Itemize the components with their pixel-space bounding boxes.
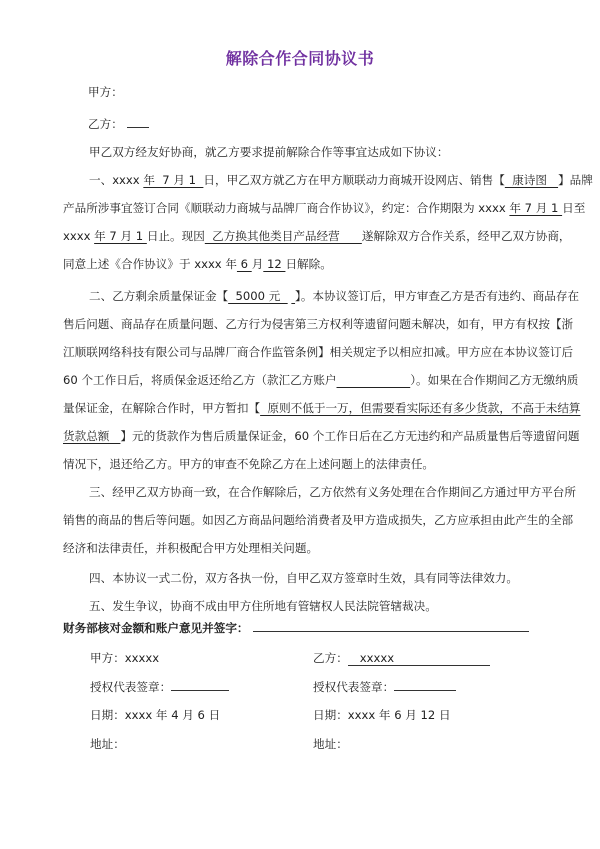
finance-signoff <box>63 620 529 636</box>
text-segment: 四、本协议一式二份，双方各执一份，自甲乙双方签章时生效，具有同等法律效力。 <box>89 571 518 585</box>
document-title: 解除合作合同协议书 <box>225 49 375 68</box>
text-line <box>63 250 535 278</box>
party-a-seal-line <box>171 679 229 691</box>
text-line <box>63 338 574 366</box>
party-b-label: 乙方： <box>88 117 123 131</box>
filled-field: 康诗图 <box>504 173 559 187</box>
party-b-line <box>88 116 149 132</box>
party-a-label: 甲方： <box>88 85 123 99</box>
text-segment: 一、xxxx <box>89 173 144 187</box>
paragraph-clause-1 <box>63 166 593 278</box>
party-b-seal-line <box>394 679 456 691</box>
agreement-body <box>63 138 593 620</box>
text-line <box>63 166 593 194</box>
text-segment: 五、发生争议，协商不成由甲方住所地有管辖权人民法院管辖裁决。 <box>89 599 437 613</box>
text-segment: 同意上述《合作协议》于 xxxx 年 <box>63 257 237 271</box>
filled-field: 年 7 月 1 <box>94 229 147 243</box>
party-b-sig-value: xxxxx <box>348 651 490 666</box>
text-line <box>63 310 574 338</box>
text-segment: 江顺联网络科技有限公司与品牌厂商合作监管条例】相关规定予以相应扣减。甲方应在本协议签订后 <box>63 345 574 359</box>
text-segment: 日止。现因 <box>146 229 205 243</box>
text-segment: 二、乙方剩余质量保证金【 <box>89 289 229 303</box>
party-a-seal <box>90 679 229 695</box>
text-segment: 】品牌 <box>558 173 593 187</box>
text-segment: 60 个工作日后，将质保金返还给乙方（款汇乙方账户 <box>63 373 337 387</box>
paragraph-intro <box>63 138 535 166</box>
text-line <box>63 478 576 506</box>
paragraph-clause-5 <box>63 592 535 620</box>
paragraph-clause-4 <box>63 564 535 592</box>
filled-field: 年 7 月 1 <box>509 201 563 215</box>
text-segment: 售后问题、商品存在质量问题、乙方行为侵害第三方权利等遗留问题未解决，如有，甲方有权按【浙 <box>63 317 574 331</box>
text-segment: 日至 <box>562 201 586 215</box>
text-segment: 日，甲乙双方就乙方在甲方顺联动力商城开设网店、销售【 <box>203 173 505 187</box>
filled-field: 12 <box>263 257 286 271</box>
party-a-seal-label: 授权代表签章： <box>90 680 172 694</box>
text-line <box>63 394 581 422</box>
filled-field: 年 7 月 1 <box>143 173 204 187</box>
text-line <box>63 222 571 250</box>
party-a-address: 地址： <box>90 737 125 751</box>
text-line <box>63 138 535 166</box>
finance-label: 财务部核对金额和账户意见并签字： <box>63 621 249 635</box>
text-segment: 甲乙双方经友好协商，就乙方要求提前解除合作等事宜达成如下协议： <box>89 145 449 159</box>
filled-field: 乙方换其他类目产品经营 <box>204 229 362 243</box>
text-line <box>63 592 535 620</box>
text-segment: ）。如果在合作期间乙方无缴纳质 <box>410 373 579 387</box>
filled-field <box>337 373 411 387</box>
party-b-seal-label: 授权代表签章： <box>313 680 395 694</box>
party-a-signature: 甲方：xxxxx <box>90 651 160 665</box>
text-line <box>63 564 535 592</box>
text-line <box>63 450 535 478</box>
text-segment: 】元的货款作为售后质量保证金，60 个工作日后在乙方无违约和产品质量售后等遗留问题 <box>120 429 580 443</box>
paragraph-clause-3 <box>63 478 576 562</box>
paragraph-clause-2 <box>63 282 581 478</box>
text-segment: 遂解除双方合作关系，经甲乙双方协商， <box>361 229 571 243</box>
filled-field: 5000 元 <box>228 289 288 303</box>
party-b-seal <box>313 679 456 695</box>
party-b-blank <box>127 116 149 128</box>
text-segment: 三、经甲乙双方协商一致，在合作解除后，乙方依然有义务处理在合作期间乙方通过甲方平台所 <box>89 485 576 499</box>
party-a-date: 日期：xxxx 年 4 月 6 日 <box>90 708 221 722</box>
party-b-date: 日期：xxxx 年 6 月 12 日 <box>313 708 451 722</box>
party-b-sig-label: 乙方： <box>313 651 348 665</box>
finance-signature-line <box>253 620 529 632</box>
filled-field: 6 <box>236 257 252 271</box>
text-line <box>63 506 574 534</box>
filled-field: 货款总额 <box>63 429 121 443</box>
party-b-address: 地址： <box>313 737 348 751</box>
party-b-signature <box>313 650 490 666</box>
text-segment: 量保证金，在解除合作时，甲方暂扣【 <box>63 401 261 415</box>
filled-field: 原则不低于一万，但需要看实际还有多少货款，不高于未结算 <box>260 401 581 415</box>
text-segment: 情况下，退还给乙方。甲方的审查不免除乙方在上述问题上的法律责任。 <box>63 457 435 471</box>
text-line <box>63 282 580 310</box>
text-line <box>63 534 535 562</box>
text-line <box>63 366 579 394</box>
text-line <box>63 422 580 450</box>
party-a-line <box>88 84 123 100</box>
text-segment: 月 <box>251 257 264 271</box>
text-segment: xxxx <box>63 229 95 243</box>
text-segment: 日解除。 <box>285 257 332 271</box>
text-segment: 】。本协议签订后，甲方审查乙方是否有违约、商品存在 <box>295 289 580 303</box>
text-segment: 产品所涉事宜签订合同《顺联动力商城与品牌厂商合作协议》，约定：合作期限为 xxxx <box>63 201 510 215</box>
text-segment: 销售的商品的售后等问题。如因乙方商品问题给消费者及甲方造成损失，乙方应承担由此产生的全部 <box>63 513 574 527</box>
text-line <box>63 194 586 222</box>
text-segment: 经济和法律责任，并积极配合甲方处理相关问题。 <box>63 541 319 555</box>
